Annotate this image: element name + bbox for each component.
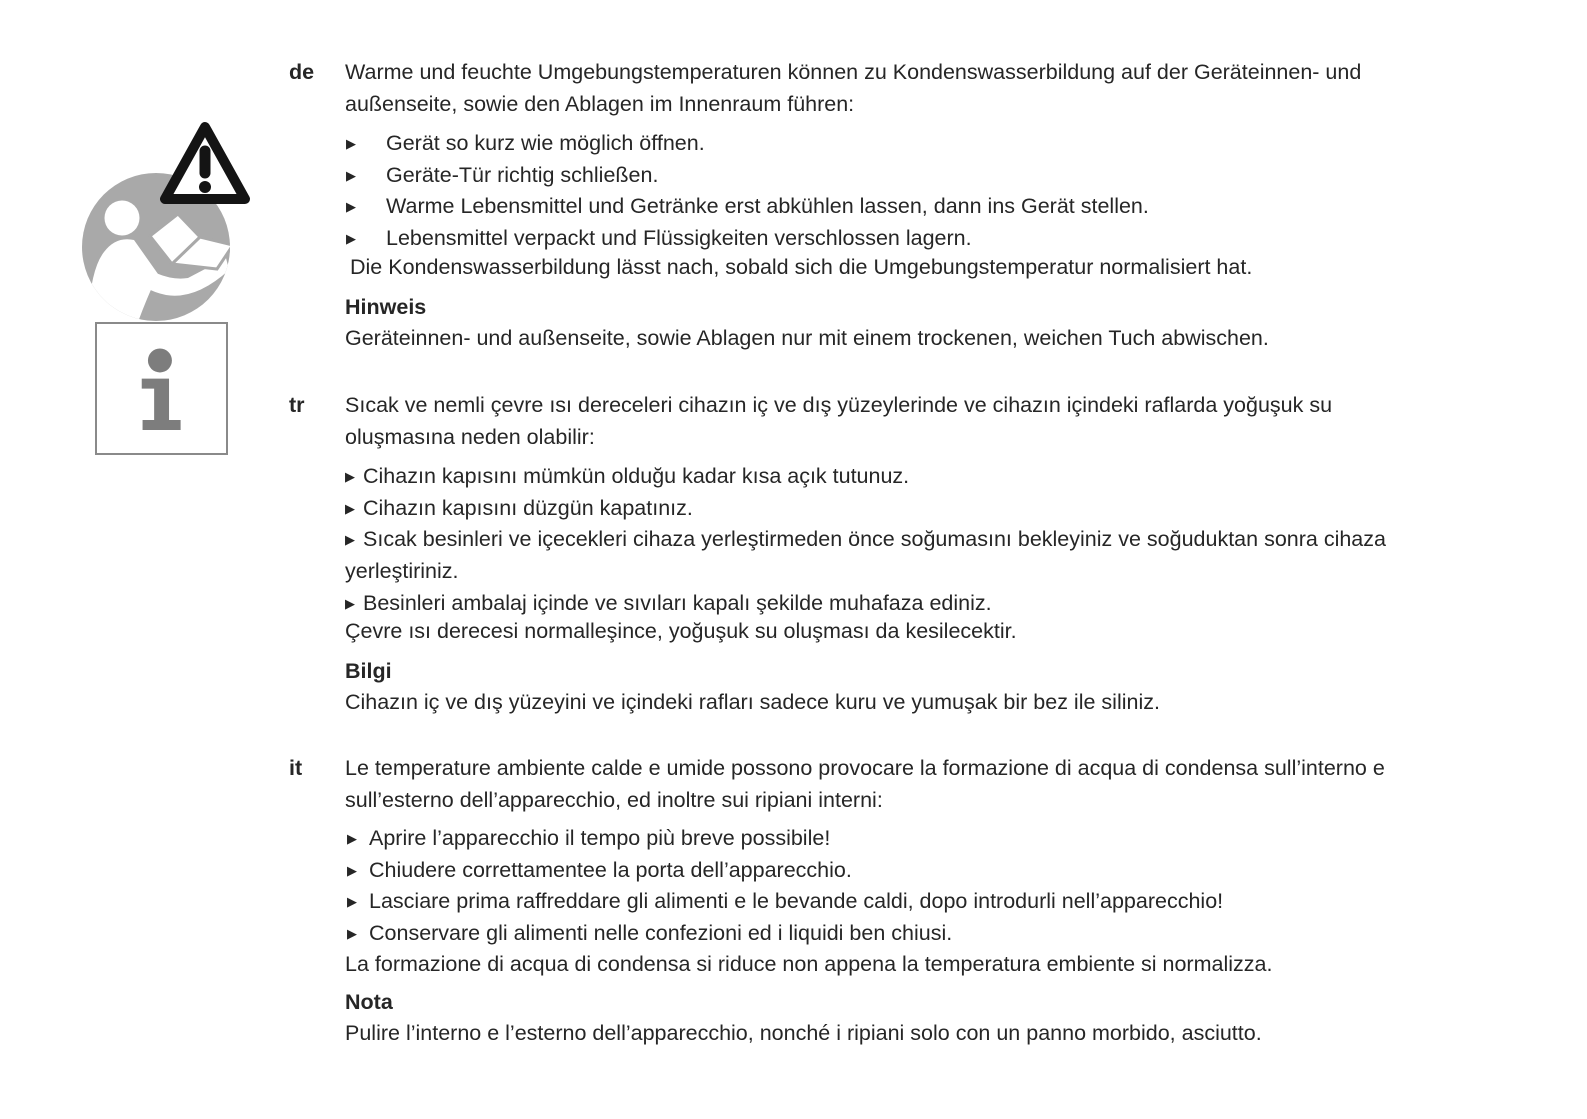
warning-triangle-icon — [157, 117, 253, 209]
list-item — [345, 461, 1386, 493]
list-item — [347, 918, 1223, 950]
de-bullet-4: Lebensmittel verpackt und Flüssigkeiten verschlossen lagern. — [386, 226, 972, 251]
bullet-triangle-icon: ▶ — [345, 500, 355, 516]
bullet-triangle-icon: ▶ — [345, 595, 355, 611]
de-closing: Die Kondenswasserbildung lässt nach, sobald sich die Umgebungstemperatur normalisiert hat. — [350, 255, 1253, 279]
lang-label-tr: tr — [289, 393, 305, 417]
it-bullet-3: Lasciare prima raffreddare gli alimenti e le bevande caldi, dopo introdurli nell’apparecchio! — [369, 889, 1224, 914]
tr-intro-line1: Sıcak ve nemli çevre ısı dereceleri cihazın iç ve dış yüzeylerinde ve cihazın içindeki raflarda yoğuşuk su — [345, 393, 1333, 417]
bullet-triangle-icon: ▶ — [345, 469, 355, 484]
lang-label-de: de — [289, 60, 315, 84]
tr-closing: Çevre ısı derecesi normalleşince, yoğuşuk su oluşması da kesilecektir. — [345, 619, 1017, 643]
list-item — [346, 191, 1149, 223]
de-intro — [345, 57, 1361, 120]
info-letter-glyph — [107, 334, 217, 444]
de-bullet-2: Geräte-Tür richtig schließen. — [386, 162, 659, 187]
bullet-triangle-icon: ▶ — [347, 831, 357, 846]
tr-bullet-3-line2: yerleştiriniz. — [345, 559, 459, 584]
list-item — [345, 588, 1386, 620]
tr-intro — [345, 390, 1332, 453]
bullet-triangle-icon: ▶ — [345, 532, 355, 548]
list-item — [347, 855, 1223, 887]
bullet-triangle-icon: ▶ — [347, 894, 357, 910]
list-item — [346, 160, 1149, 192]
bullet-triangle-icon: ▶ — [347, 926, 357, 942]
de-bullet-3: Warme Lebensmittel und Getränke erst abkühlen lassen, dann ins Gerät stellen. — [386, 194, 1149, 219]
de-bullet-1: Gerät so kurz wie möglich öffnen. — [386, 131, 705, 155]
tr-bullet-1: Cihazın kapısını mümkün olduğu kadar kısa açık tutunuz. — [363, 464, 910, 488]
it-intro-line1: Le temperature ambiente calde e umide possono provocare la formazione di acqua di condensa sull’interno e — [345, 756, 1385, 780]
tr-note-title: Bilgi — [345, 659, 392, 683]
tr-bullet-4: Besinleri ambalaj içinde ve sıvıları kapalı şekilde muhafaza ediniz. — [363, 590, 992, 615]
de-bullet-list — [346, 128, 1149, 255]
info-icon — [95, 322, 228, 455]
list-item — [347, 823, 1223, 855]
bullet-triangle-icon: ▶ — [346, 167, 356, 183]
it-closing: La formazione di acqua di condensa si riduce non appena la temperatura embiente si normalizza. — [345, 952, 1273, 976]
list-item — [346, 223, 1149, 255]
tr-bullet-2: Cihazın kapısını düzgün kapatınız. — [363, 495, 693, 520]
it-intro-line2: sull’esterno dell’apparecchio, ed inoltre sui ripiani interni: — [345, 787, 883, 812]
it-bullet-4: Conservare gli alimenti nelle confezioni ed i liquidi ben chiusi. — [369, 921, 953, 946]
de-intro-line2: außenseite, sowie den Ablagen im Innenraum führen: — [345, 91, 855, 116]
it-note-title: Nota — [345, 990, 393, 1014]
it-bullet-1: Aprire l’apparecchio il tempo più breve possibile! — [369, 826, 831, 850]
bullet-triangle-icon: ▶ — [346, 136, 356, 151]
list-item — [345, 524, 1386, 556]
bullet-triangle-icon: ▶ — [347, 862, 357, 878]
it-bullet-list — [347, 823, 1223, 950]
it-intro — [345, 753, 1385, 816]
lang-label-it: it — [289, 756, 303, 780]
tr-intro-line2: oluşmasına neden olabilir: — [345, 424, 595, 449]
it-bullet-2: Chiudere correttamentee la porta dell’apparecchio. — [369, 857, 852, 882]
list-item — [347, 886, 1223, 918]
bullet-triangle-icon: ▶ — [346, 231, 356, 247]
de-intro-line1: Warme und feuchte Umgebungstemperaturen können zu Kondenswasserbildung auf der Geräteinnen- und — [345, 60, 1362, 84]
de-note-body: Geräteinnen- und außenseite, sowie Ablagen nur mit einem trockenen, weichen Tuch abwischen. — [345, 326, 1269, 350]
tr-bullet-list — [345, 461, 1386, 619]
tr-note-body: Cihazın iç ve dış yüzeyini ve içindeki rafları sadece kuru ve yumuşak bir bez ile siliniz. — [345, 690, 1160, 714]
bullet-triangle-icon: ▶ — [346, 199, 356, 215]
tr-bullet-3-line1: Sıcak besinleri ve içecekleri cihaza yerleştirmeden önce soğumasını bekleyiniz ve soğuduktan sonra cihaza — [363, 527, 1386, 552]
it-note-body: Pulire l’interno e l’esterno dell’apparecchio, nonché i ripiani solo con un panno morbido, asciutto. — [345, 1021, 1262, 1045]
list-item — [346, 128, 1149, 160]
list-item — [345, 493, 1386, 525]
de-note-title: Hinweis — [345, 295, 427, 319]
